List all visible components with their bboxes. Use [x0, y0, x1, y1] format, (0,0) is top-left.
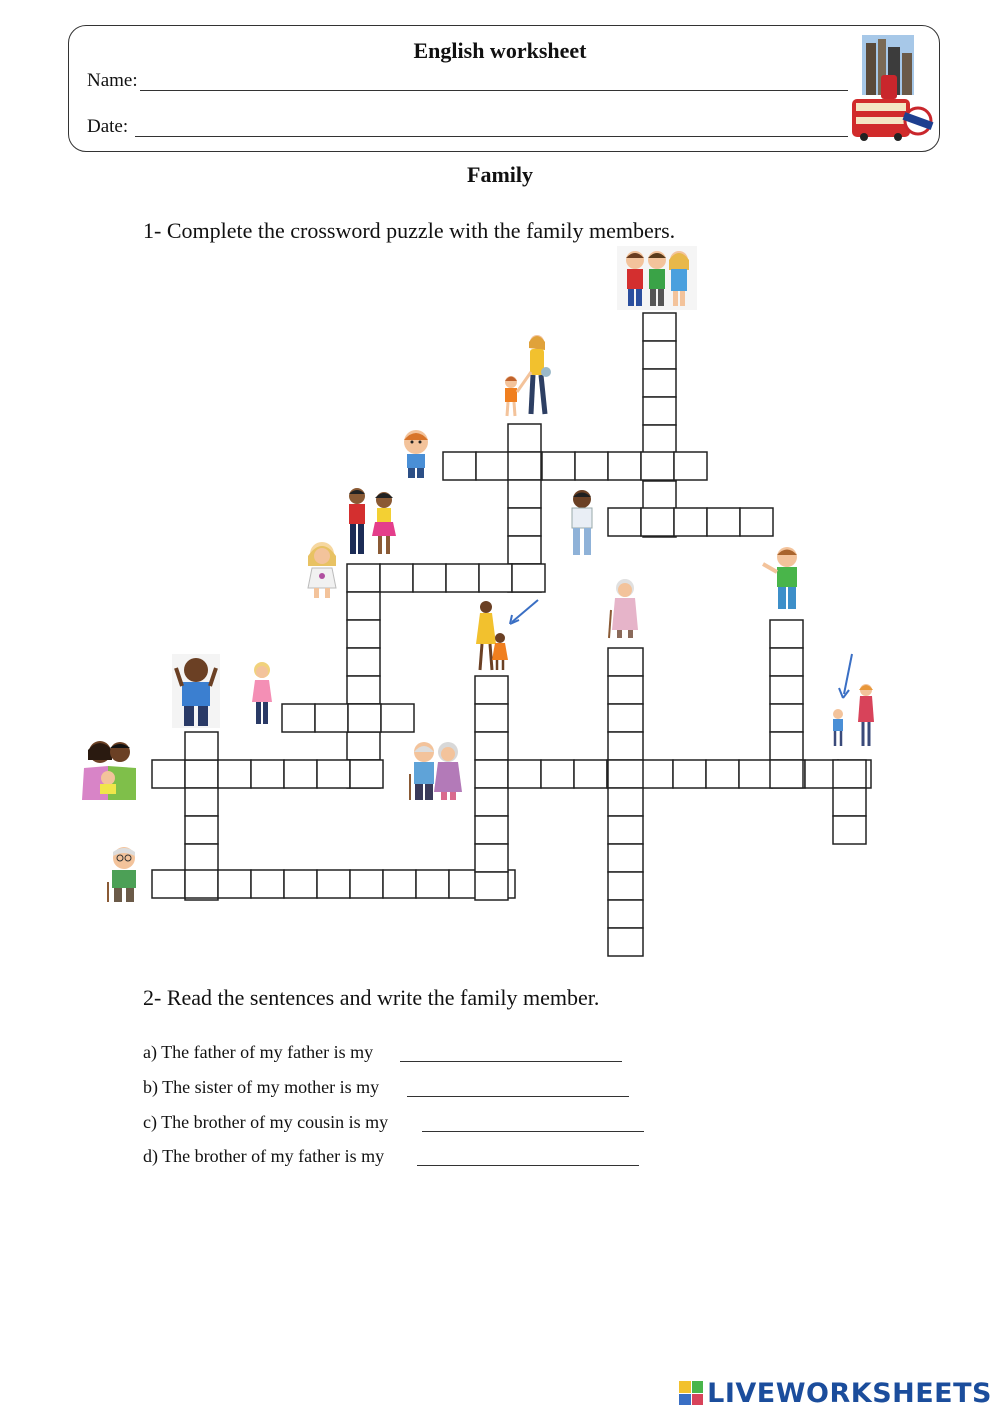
crossword-cell[interactable] — [608, 844, 643, 872]
crossword-cell[interactable] — [608, 508, 641, 536]
crossword-cell[interactable] — [476, 452, 509, 480]
crossword-cell[interactable] — [508, 760, 541, 788]
crossword-cell[interactable] — [347, 676, 380, 704]
crossword-cell[interactable] — [347, 592, 380, 620]
crossword-cell[interactable] — [315, 704, 348, 732]
crossword-cell[interactable] — [347, 620, 380, 648]
crossword-cell[interactable] — [416, 870, 449, 898]
crossword-cell[interactable] — [475, 788, 508, 816]
crossword-cell[interactable] — [833, 816, 866, 844]
crossword-cell[interactable] — [152, 760, 185, 788]
name-label: Name: — [87, 70, 138, 91]
father-clue-picture — [172, 654, 220, 728]
crossword-cell[interactable] — [185, 844, 218, 872]
crossword-cell[interactable] — [508, 452, 541, 480]
crossword-cell[interactable] — [643, 397, 676, 425]
crossword-cell[interactable] — [608, 732, 643, 760]
date-label: Date: — [87, 116, 129, 137]
liveworksheets-brand-text: LIVEWORKSHEETS — [707, 1377, 992, 1409]
answer-b-line[interactable] — [407, 1096, 629, 1097]
crossword-cell[interactable] — [740, 508, 773, 536]
question-d: d) The brother of my father is my — [143, 1146, 385, 1166]
crossword-cell[interactable] — [317, 870, 350, 898]
son-arrow-clue-picture — [826, 652, 886, 752]
crossword-cell[interactable] — [674, 452, 707, 480]
crossword-cell[interactable] — [508, 508, 541, 536]
crossword-cell[interactable] — [608, 928, 643, 956]
crossword-cell[interactable] — [381, 704, 414, 732]
crossword-cell[interactable] — [185, 816, 218, 844]
mother-clue-picture — [495, 332, 557, 418]
crossword-cell[interactable] — [350, 870, 383, 898]
crossword-cell[interactable] — [673, 760, 706, 788]
crossword-cell[interactable] — [508, 424, 541, 452]
grandfather-clue-picture — [102, 846, 146, 904]
crossword-cell[interactable] — [508, 480, 541, 508]
question-b: b) The sister of my mother is my — [143, 1077, 380, 1097]
parents-clue-picture — [78, 738, 140, 802]
crossword-cell[interactable] — [475, 704, 508, 732]
liveworksheets-logo-icon — [679, 1381, 703, 1405]
crossword-cell[interactable] — [347, 564, 380, 592]
crossword-cell[interactable] — [317, 760, 350, 788]
topic-title: Family — [467, 162, 533, 187]
exercise2-instruction: 2- Read the sentences and write the family member. — [143, 985, 600, 1010]
crossword-cell[interactable] — [641, 452, 674, 480]
answer-a-line[interactable] — [400, 1061, 622, 1062]
grandparents-clue-picture — [404, 740, 468, 802]
crossword-cell[interactable] — [541, 760, 574, 788]
crossword-cell[interactable] — [446, 564, 479, 592]
crossword-cell[interactable] — [608, 872, 643, 900]
crossword-cell[interactable] — [185, 788, 218, 816]
liveworksheets-logo — [679, 1378, 992, 1408]
crossword-cell[interactable] — [185, 732, 218, 760]
crossword-cell[interactable] — [284, 760, 317, 788]
crossword-cell[interactable] — [574, 760, 607, 788]
question-a: a) The father of my father is my — [143, 1042, 374, 1062]
crossword-cell[interactable] — [608, 900, 643, 928]
girl-clue-picture — [247, 660, 277, 726]
crossword-cell[interactable] — [413, 564, 446, 592]
crossword-cell[interactable] — [770, 648, 803, 676]
crossword-cell[interactable] — [475, 816, 508, 844]
crossword-cell[interactable] — [770, 760, 803, 788]
question-c: c) The brother of my cousin is my — [143, 1112, 389, 1132]
crossword-cell[interactable] — [350, 760, 383, 788]
crossword-cell[interactable] — [608, 788, 643, 816]
crossword-cell[interactable] — [707, 508, 740, 536]
siblings-clue-picture — [343, 486, 399, 558]
crossword-cell[interactable] — [643, 425, 676, 453]
crossword-cell[interactable] — [643, 341, 676, 369]
crossword-cell[interactable] — [284, 870, 317, 898]
crossword-cell[interactable] — [643, 481, 676, 509]
son-clue-picture — [757, 546, 811, 614]
crossword-cell[interactable] — [251, 870, 284, 898]
crossword-cell[interactable] — [185, 870, 218, 898]
crossword-cell[interactable] — [608, 676, 643, 704]
crossword-cell[interactable] — [508, 536, 541, 564]
crossword-cell[interactable] — [608, 816, 643, 844]
sister-clue-picture — [300, 540, 344, 600]
crossword-cell[interactable] — [643, 369, 676, 397]
crossword-cell[interactable] — [770, 732, 803, 760]
children-clue-picture — [617, 246, 697, 310]
brother-clue-picture — [395, 428, 437, 480]
crossword-cell[interactable] — [348, 704, 381, 732]
crossword-cell[interactable] — [770, 704, 803, 732]
crossword-cell[interactable] — [608, 704, 643, 732]
crossword-cell[interactable] — [475, 732, 508, 760]
crossword-cell[interactable] — [218, 760, 251, 788]
crossword-cell[interactable] — [641, 508, 674, 536]
crossword-cell[interactable] — [770, 620, 803, 648]
crossword-cell[interactable] — [380, 564, 413, 592]
crossword-cell[interactable] — [706, 760, 739, 788]
answer-d-line[interactable] — [417, 1165, 639, 1166]
crossword-cell[interactable] — [347, 732, 380, 760]
crossword-cell[interactable] — [833, 788, 866, 816]
grandmother-clue-picture — [605, 578, 645, 640]
crossword-cell[interactable] — [608, 648, 643, 676]
crossword-cell[interactable] — [185, 760, 218, 788]
crossword-cell[interactable] — [643, 313, 676, 341]
crossword-cell[interactable] — [640, 760, 673, 788]
crossword-cell[interactable] — [674, 508, 707, 536]
daughter-clue-picture — [470, 598, 542, 674]
crossword-cell[interactable] — [475, 872, 508, 900]
crossword-cell[interactable] — [282, 704, 315, 732]
crossword-cell[interactable] — [770, 676, 803, 704]
crossword-cell[interactable] — [383, 870, 416, 898]
crossword-cell[interactable] — [475, 760, 508, 788]
crossword-cell[interactable] — [608, 452, 641, 480]
crossword-cell[interactable] — [608, 760, 643, 788]
crossword-cell[interactable] — [251, 760, 284, 788]
worksheet-title: English worksheet — [413, 38, 587, 63]
crossword-cell[interactable] — [443, 452, 476, 480]
exercise1-instruction: 1- Complete the crossword puzzle with the family members. — [143, 218, 676, 243]
crossword-cell[interactable] — [479, 564, 512, 592]
crossword-cell[interactable] — [475, 676, 508, 704]
crossword-cell[interactable] — [218, 870, 251, 898]
crossword-cell[interactable] — [152, 870, 185, 898]
crossword-cell[interactable] — [512, 564, 545, 592]
crossword-cell[interactable] — [475, 844, 508, 872]
crossword-cell[interactable] — [542, 452, 575, 480]
crossword-cell[interactable] — [833, 760, 866, 788]
crossword-cell[interactable] — [347, 648, 380, 676]
crossword-cell[interactable] — [575, 452, 608, 480]
answer-c-line[interactable] — [422, 1131, 644, 1132]
crossword-cell[interactable] — [739, 760, 772, 788]
cousin-clue-picture — [565, 488, 599, 558]
